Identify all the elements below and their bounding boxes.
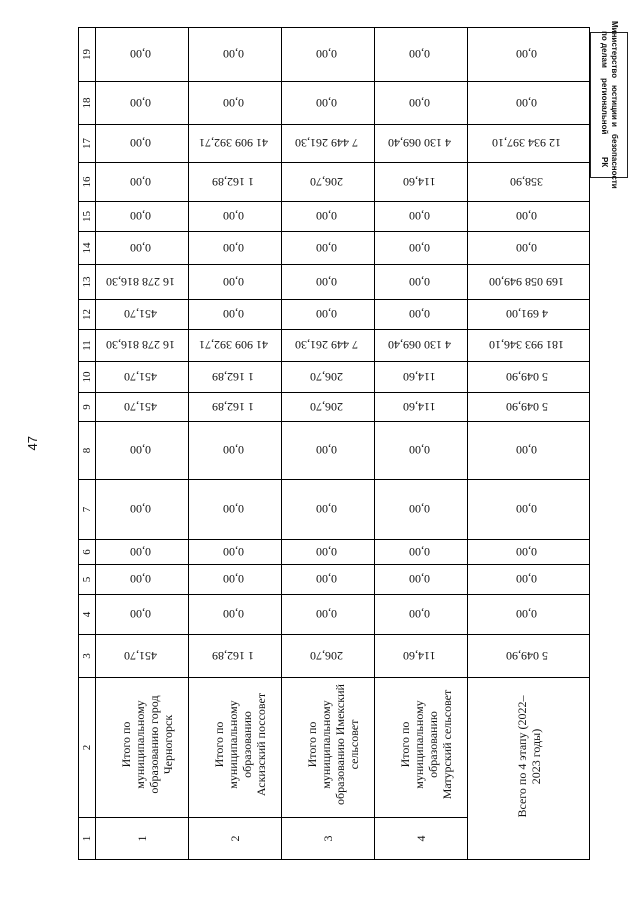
value-text: 1 162,89: [212, 649, 254, 663]
value-cell: [375, 362, 468, 393]
row-number: 1: [96, 818, 189, 860]
value-text: 0,00: [315, 572, 337, 587]
value-text: 0,00: [315, 241, 337, 255]
total-value-cell: [468, 362, 590, 393]
value-text: 0,00: [315, 307, 337, 322]
value-text: 206,70: [309, 370, 343, 384]
column-number: 1: [79, 818, 96, 860]
total-value-text: 0,00: [516, 545, 537, 559]
value-text: 0,00: [129, 572, 151, 587]
value-cell: [282, 480, 375, 540]
value-text: 0,00: [129, 502, 151, 517]
value-text: 0,00: [408, 241, 430, 255]
stamp-line: безопасности РК: [600, 134, 619, 190]
value-cell: [189, 330, 282, 362]
table-row: [375, 28, 468, 860]
value-text: 0,00: [408, 545, 430, 559]
column-number: 4: [79, 595, 96, 635]
value-text: 0,00: [222, 607, 244, 622]
value-cell: [189, 635, 282, 678]
total-value-text: 5 049,90: [505, 400, 548, 414]
value-text: 0,00: [222, 241, 244, 255]
table-row: [282, 28, 375, 860]
value-text: 0,00: [129, 545, 151, 559]
value-cell: [282, 125, 375, 163]
value-cell: [189, 422, 282, 480]
value-cell: [96, 635, 189, 678]
value-text: 206,70: [309, 649, 343, 663]
total-value-text: 0,00: [516, 209, 537, 224]
total-value-cell: [468, 28, 590, 82]
value-text: 0,00: [222, 307, 244, 322]
value-cell: [189, 28, 282, 82]
total-value-text: 358,90: [510, 175, 543, 189]
value-cell: [375, 330, 468, 362]
total-label: Всего по 4 этапу (2022–2023 годы): [468, 678, 590, 860]
value-cell: [96, 565, 189, 595]
column-number: 16: [79, 163, 96, 202]
total-value-text: 0,00: [516, 241, 537, 255]
value-text: 1 162,89: [212, 175, 254, 189]
value-cell: [189, 362, 282, 393]
column-number: 12: [79, 300, 96, 330]
total-value-text: 5 049,90: [505, 370, 548, 384]
value-cell: [375, 422, 468, 480]
value-cell: [189, 595, 282, 635]
total-value-cell: [468, 330, 590, 362]
total-value-text: 181 993 346,10: [489, 338, 564, 353]
stamp-line: Министерство по делам: [600, 20, 619, 79]
value-cell: [282, 265, 375, 300]
value-cell: [282, 422, 375, 480]
value-cell: [375, 28, 468, 82]
total-value-cell: [468, 422, 590, 480]
value-text: 0,00: [222, 443, 244, 458]
value-text: 0,00: [408, 47, 430, 62]
value-text: 0,00: [222, 209, 244, 224]
value-cell: [189, 565, 282, 595]
value-text: 0,00: [222, 275, 244, 289]
value-cell: [96, 480, 189, 540]
value-text: 0,00: [315, 96, 337, 110]
value-cell: [375, 565, 468, 595]
column-number: 9: [79, 393, 96, 422]
value-text: 7 449 261,30: [294, 338, 358, 353]
value-text: 451,70: [123, 370, 157, 384]
value-text: 114,60: [402, 175, 436, 189]
total-value-text: 0,00: [516, 607, 537, 622]
value-cell: [282, 232, 375, 265]
value-text: 451,70: [123, 400, 157, 414]
value-cell: [96, 82, 189, 125]
value-cell: [282, 300, 375, 330]
municipality-name: Итого по муниципальному образованию Аскизский поссовет: [189, 678, 282, 818]
funding-table: [78, 27, 590, 860]
total-value-cell: [468, 125, 590, 163]
total-value-text: 0,00: [516, 96, 537, 110]
column-number: 3: [79, 635, 96, 678]
column-number: 18: [79, 82, 96, 125]
value-cell: [96, 202, 189, 232]
row-number: 4: [375, 818, 468, 860]
value-text: 41 909 392,71: [198, 136, 268, 151]
value-text: 0,00: [315, 545, 337, 559]
value-cell: [375, 82, 468, 125]
value-cell: [375, 635, 468, 678]
value-cell: [282, 28, 375, 82]
column-number: 6: [79, 540, 96, 565]
value-cell: [96, 362, 189, 393]
value-text: 0,00: [315, 47, 337, 62]
value-text: 0,00: [315, 209, 337, 224]
value-text: 0,00: [315, 607, 337, 622]
total-value-cell: [468, 163, 590, 202]
value-cell: [189, 480, 282, 540]
value-text: 0,00: [315, 502, 337, 517]
value-text: 0,00: [408, 443, 430, 458]
value-text: 0,00: [222, 47, 244, 62]
value-cell: [282, 362, 375, 393]
value-text: 1 162,89: [212, 370, 254, 384]
column-number: 8: [79, 422, 96, 480]
column-number: 14: [79, 232, 96, 265]
value-text: 16 278 816,30: [105, 275, 175, 289]
total-value-cell: [468, 565, 590, 595]
value-text: 0,00: [222, 502, 244, 517]
column-number-row: [79, 28, 96, 860]
value-cell: [96, 300, 189, 330]
value-cell: [282, 82, 375, 125]
total-value-cell: [468, 595, 590, 635]
value-text: 0,00: [129, 443, 151, 458]
value-cell: [96, 330, 189, 362]
value-cell: [375, 595, 468, 635]
row-number: 3: [282, 818, 375, 860]
value-text: 4 130 069,40: [387, 136, 451, 151]
ministry-stamp: [590, 20, 628, 190]
column-number: 2: [79, 678, 96, 818]
column-number: 15: [79, 202, 96, 232]
column-number: 11: [79, 330, 96, 362]
value-cell: [375, 163, 468, 202]
value-cell: [189, 125, 282, 163]
total-value-cell: [468, 265, 590, 300]
total-row: [468, 28, 590, 860]
total-value-cell: [468, 635, 590, 678]
value-text: 0,00: [129, 96, 151, 110]
value-text: 7 449 261,30: [294, 136, 358, 151]
value-cell: [375, 265, 468, 300]
value-cell: [375, 480, 468, 540]
value-cell: [375, 300, 468, 330]
value-text: 0,00: [315, 275, 337, 289]
column-number: 7: [79, 480, 96, 540]
value-cell: [189, 265, 282, 300]
column-number: 13: [79, 265, 96, 300]
column-number: 10: [79, 362, 96, 393]
value-cell: [189, 300, 282, 330]
municipality-name: Итого по муниципальному образованию Матурский сельсовет: [375, 678, 468, 818]
value-cell: [375, 540, 468, 565]
value-cell: [189, 202, 282, 232]
value-text: 114,60: [402, 400, 436, 414]
value-text: 0,00: [408, 502, 430, 517]
value-cell: [189, 540, 282, 565]
value-text: 0,00: [129, 47, 151, 62]
value-cell: [282, 163, 375, 202]
total-value-text: 0,00: [516, 443, 537, 458]
value-text: 0,00: [129, 241, 151, 255]
value-cell: [96, 265, 189, 300]
value-cell: [282, 635, 375, 678]
total-value-text: 5 049,90: [505, 649, 548, 663]
page-number: 47: [25, 436, 40, 451]
value-cell: [96, 393, 189, 422]
value-cell: [96, 163, 189, 202]
value-text: 0,00: [129, 175, 151, 189]
value-cell: [282, 595, 375, 635]
value-text: 0,00: [129, 607, 151, 622]
value-cell: [189, 232, 282, 265]
rotated-table-container: [78, 28, 590, 860]
total-value-text: 12 934 397,10: [492, 136, 561, 151]
stamp-line: юстиции и региональной: [600, 78, 619, 135]
value-text: 0,00: [408, 307, 430, 322]
value-text: 0,00: [408, 572, 430, 587]
column-number: 5: [79, 565, 96, 595]
value-text: 206,70: [309, 400, 343, 414]
value-cell: [96, 125, 189, 163]
value-text: 4 130 069,40: [387, 338, 451, 353]
value-text: 0,00: [408, 96, 430, 110]
value-text: 0,00: [222, 545, 244, 559]
value-text: 0,00: [129, 136, 151, 151]
total-value-cell: [468, 393, 590, 422]
value-text: 0,00: [408, 607, 430, 622]
column-number: 17: [79, 125, 96, 163]
value-cell: [96, 422, 189, 480]
value-text: 114,60: [402, 370, 436, 384]
value-cell: [189, 82, 282, 125]
value-cell: [189, 393, 282, 422]
value-cell: [189, 163, 282, 202]
value-text: 1 162,89: [212, 400, 254, 414]
table-row: [189, 28, 282, 860]
value-cell: [96, 595, 189, 635]
column-number: 19: [79, 28, 96, 82]
municipality-name: Итого по муниципальному образованию город Черногорск: [96, 678, 189, 818]
value-text: 114,60: [402, 649, 436, 663]
total-value-text: 0,00: [516, 502, 537, 517]
value-text: 0,00: [408, 209, 430, 224]
value-cell: [96, 28, 189, 82]
total-value-cell: [468, 300, 590, 330]
municipality-name: Итого по муниципальному образованию Имекский сельсовет: [282, 678, 375, 818]
value-cell: [375, 202, 468, 232]
total-value-text: 0,00: [516, 572, 537, 587]
value-text: 0,00: [129, 209, 151, 224]
value-text: 0,00: [222, 572, 244, 587]
value-text: 451,70: [123, 649, 157, 663]
value-cell: [282, 330, 375, 362]
total-value-text: 0,00: [516, 47, 537, 62]
total-value-cell: [468, 540, 590, 565]
total-value-text: 4 691,00: [505, 307, 548, 322]
row-number: 2: [189, 818, 282, 860]
value-cell: [96, 232, 189, 265]
value-cell: [282, 202, 375, 232]
table-row: [96, 28, 189, 860]
value-text: 0,00: [222, 96, 244, 110]
total-value-cell: [468, 480, 590, 540]
value-text: 451,70: [123, 307, 157, 322]
value-cell: [375, 232, 468, 265]
value-text: 41 909 392,71: [198, 338, 268, 353]
value-cell: [282, 393, 375, 422]
value-cell: [96, 540, 189, 565]
value-text: 206,70: [309, 175, 343, 189]
value-cell: [282, 540, 375, 565]
value-text: 16 278 816,30: [105, 338, 175, 353]
total-value-text: 169 058 949,00: [489, 275, 564, 289]
total-value-cell: [468, 82, 590, 125]
value-cell: [282, 565, 375, 595]
value-text: 0,00: [315, 443, 337, 458]
total-value-cell: [468, 232, 590, 265]
value-cell: [375, 125, 468, 163]
value-text: 0,00: [408, 275, 430, 289]
total-value-cell: [468, 202, 590, 232]
value-cell: [375, 393, 468, 422]
